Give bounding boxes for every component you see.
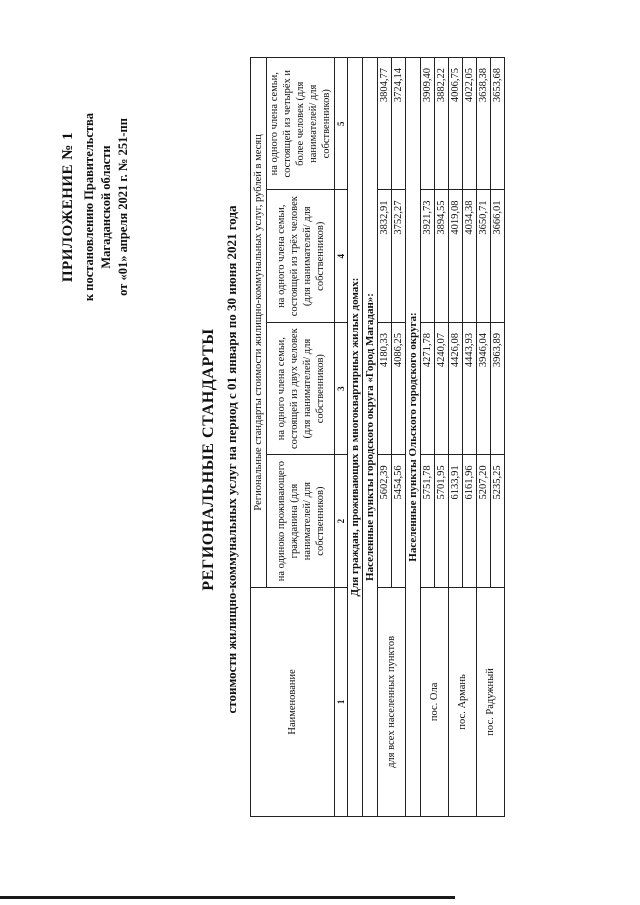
table-cell: 3946,04: [477, 322, 491, 454]
table-cell: 4006,75: [449, 58, 463, 191]
table-cell: 5235,25: [491, 455, 505, 587]
appendix-block: [60, 27, 132, 387]
table-cell: 3650,71: [477, 190, 491, 322]
table-cell: 3882,22: [435, 58, 449, 191]
appendix-line: Магаданской области: [99, 145, 113, 269]
table-cell: 3832,91: [378, 190, 392, 322]
appendix-line: к постановлению Правительства: [82, 112, 96, 302]
row-name: пос. Ола: [421, 587, 449, 816]
column-header: на одного члена семьи, состоящей из четырёх и более человек (для нанимателей/ для собственников): [267, 58, 335, 191]
column-header: на одного члена семьи, состоящей из трёх человек (для нанимателей/ для собственников): [267, 190, 335, 322]
group-title: Населенные пункты городского округа «Город Магадан»:: [363, 58, 378, 817]
table-cell: 3909,40: [421, 58, 435, 191]
column-header: на одиноко проживающего гражданина (для нанимателей/ для собственников): [267, 455, 335, 587]
table-cell: 4180,33: [378, 322, 392, 454]
table-cell: 3666,01: [491, 190, 505, 322]
title-sub: стоимости жилищно-коммунальных услуг на период с 01 января по 30 июня 2021 года: [224, 205, 239, 714]
standards-table: [250, 57, 505, 817]
table-cell: 6161,96: [463, 455, 477, 587]
group-header: Региональные стандарты стоимости жилищно-коммунальных услуг, рублей в месяц: [251, 58, 267, 588]
column-number: 4: [335, 190, 348, 322]
row-name: пос. Армань: [449, 587, 477, 816]
table-cell: 4271,78: [421, 322, 435, 454]
table-cell: 3921,73: [421, 190, 435, 322]
table-cell: 3724,14: [392, 58, 406, 191]
column-number: 2: [335, 455, 348, 587]
name-header: Наименование: [251, 587, 335, 816]
table-cell: 5701,95: [435, 455, 449, 587]
row-name: пос. Радужный: [477, 587, 505, 816]
column-header: на одного члена семьи, состоящей из двух человек (для нанимателей/ для собственников): [267, 322, 335, 454]
table-cell: 3752,27: [392, 190, 406, 322]
table-cell: 6133,91: [449, 455, 463, 587]
document-page: [20, 17, 620, 902]
table-cell: 3894,55: [435, 190, 449, 322]
document-title: [200, 17, 240, 902]
table-cell: 4019,08: [449, 190, 463, 322]
group-title: Населенные пункты Ольского городского округа:: [406, 58, 421, 817]
table-cell: 5751,78: [421, 455, 435, 587]
table-cell: 4426,08: [449, 322, 463, 454]
section-title: Для граждан, проживающих в многоквартирных жилых домах:: [348, 58, 363, 817]
table-cell: 4086,25: [392, 322, 406, 454]
table-cell: 5602,39: [378, 455, 392, 587]
title-main: РЕГИОНАЛЬНЫЕ СТАНДАРТЫ: [200, 328, 217, 591]
table-cell: 4240,07: [435, 322, 449, 454]
appendix-heading: ПРИЛОЖЕНИЕ № 1: [60, 131, 76, 283]
table-cell: 5207,20: [477, 455, 491, 587]
table-cell: 5454,56: [392, 455, 406, 587]
table-cell: 4022,05: [463, 58, 477, 191]
table-cell: 4443,93: [463, 322, 477, 454]
table-cell: 4034,38: [463, 190, 477, 322]
row-name: для всех населенных пунктов: [378, 587, 406, 816]
appendix-line: от «01» апреля 2021 г. № 251-пп: [116, 118, 130, 296]
column-number: 3: [335, 322, 348, 454]
table-cell: 3804,77: [378, 58, 392, 191]
column-number: 5: [335, 58, 348, 191]
column-number: 1: [335, 587, 348, 816]
table-cell: 3638,38: [477, 58, 491, 191]
table-cell: 3653,68: [491, 58, 505, 191]
table-cell: 3963,89: [491, 322, 505, 454]
